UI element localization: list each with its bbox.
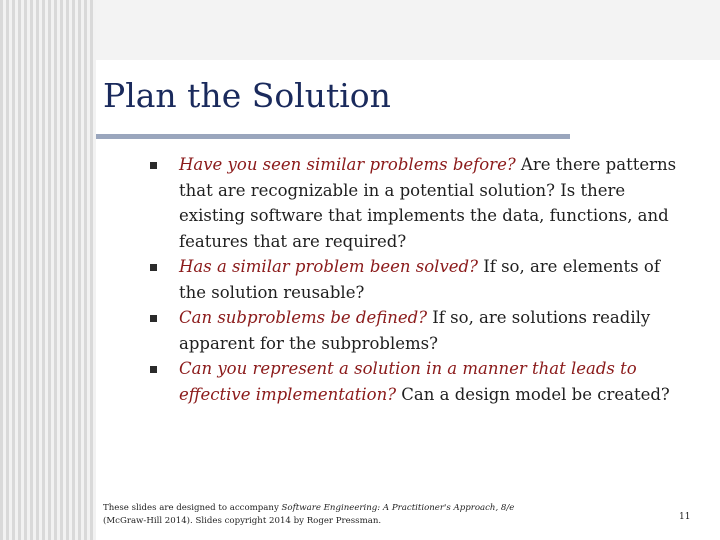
title-underline — [96, 134, 570, 139]
square-bullet-icon — [150, 315, 157, 322]
square-bullet-icon — [150, 162, 157, 169]
footer-suffix: (McGraw-Hill 2014). Slides copyright 2014 by Roger Pressman. — [103, 516, 382, 526]
bullet-text: Can a design model be created? — [396, 384, 670, 404]
bullet-question: Can you represent a solution in a manner that leads to effective implementation? — [179, 359, 637, 404]
slide-footer — [103, 502, 543, 528]
bullet-item — [150, 356, 690, 407]
slide-title: Plan the Solution — [103, 76, 391, 115]
bullet-text: If so, are solutions readily apparent for the subproblems? — [179, 308, 651, 353]
bullet-item — [150, 254, 690, 305]
bullet-item — [150, 305, 690, 356]
footer-book-title: Software Engineering: A Practitioner's Approach, 8/e — [281, 503, 515, 513]
bullet-list — [150, 152, 690, 407]
decorative-stripe — [0, 0, 96, 540]
bullet-question: Can subproblems be defined? — [179, 308, 428, 327]
bullet-question: Has a similar problem been solved? — [179, 257, 478, 276]
bullet-text: If so, are elements of the solution reusable? — [179, 257, 660, 302]
bullet-question: Have you seen similar problems before? — [179, 155, 516, 174]
bullet-item — [150, 152, 690, 254]
top-band — [96, 0, 720, 60]
page-number: 11 — [679, 512, 691, 522]
footer-prefix: These slides are designed to accompany — [103, 503, 282, 513]
square-bullet-icon — [150, 264, 157, 271]
square-bullet-icon — [150, 366, 157, 373]
bullet-text: Are there patterns that are recognizable in a potential solution? Is there existing software that implements the data, functions, and features that are required? — [179, 155, 677, 251]
